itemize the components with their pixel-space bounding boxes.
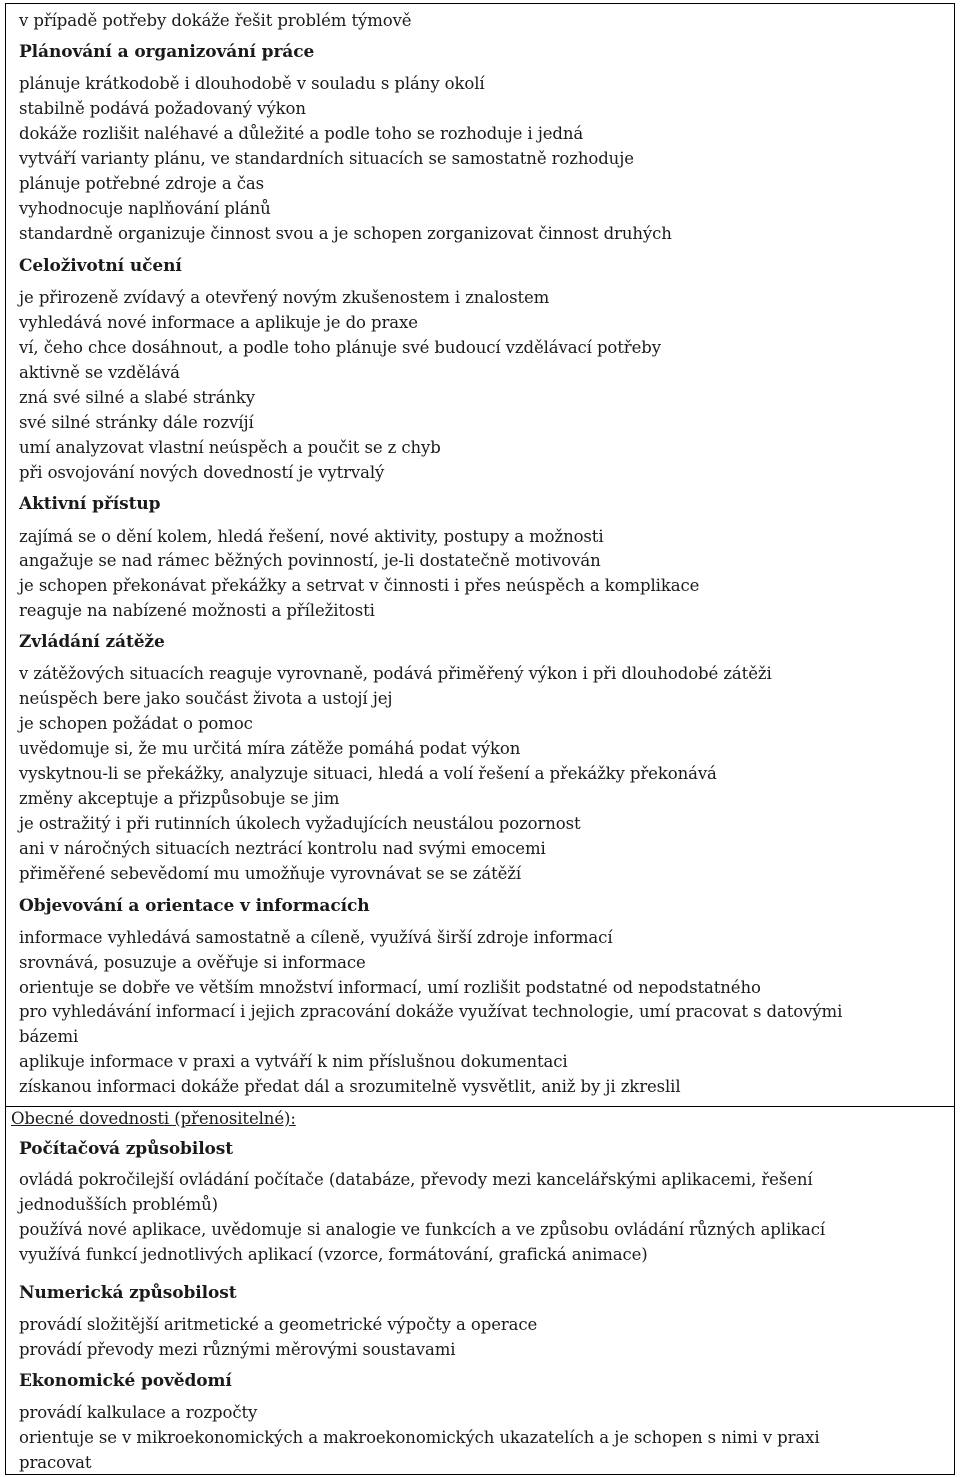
list-item: vyhodnocuje naplňování plánů	[19, 199, 271, 218]
list-item: aktivně se vzdělává	[19, 363, 180, 382]
section-heading-lifelong-learning: Celoživotní učení	[19, 256, 182, 276]
list-item: provádí složitější aritmetické a geometrické výpočty a operace	[19, 1315, 538, 1334]
list-item: srovnává, posuzuje a ověřuje si informace	[19, 953, 366, 972]
list-item: orientuje se dobře ve větším množství informací, umí rozlišit podstatné od nepodstatného	[19, 978, 761, 997]
general-skills-title: Obecné dovednosti (přenositelné):	[11, 1109, 296, 1128]
list-item: plánuje potřebné zdroje a čas	[19, 174, 264, 193]
intro-line: v případě potřeby dokáže řešit problém týmově	[19, 11, 412, 30]
list-item: provádí kalkulace a rozpočty	[19, 1403, 258, 1422]
list-item: využívá funkcí jednotlivých aplikací (vzorce, formátování, grafická animace)	[19, 1245, 648, 1264]
list-item: používá nové aplikace, uvědomuje si analogie ve funkcích a ve způsobu ovládání různých aplikací	[19, 1220, 826, 1239]
list-item: standardně organizuje činnost svou a je schopen zorganizovat činnost druhých	[19, 224, 672, 243]
list-item: provádí převody mezi různými měrovými soustavami	[19, 1340, 456, 1359]
list-item: jednodušších problémů)	[19, 1195, 219, 1214]
list-item: vytváří varianty plánu, ve standardních situacích se samostatně rozhoduje	[19, 149, 634, 168]
list-item: zná své silné a slabé stránky	[19, 388, 255, 407]
list-item: uvědomuje si, že mu určitá míra zátěže pomáhá podat výkon	[19, 739, 521, 758]
section-heading-active-approach: Aktivní přístup	[19, 494, 161, 514]
list-item: je přirozeně zvídavý a otevřený novým zkušenostem i znalostem	[19, 288, 550, 307]
list-item: umí analyzovat vlastní neúspěch a poučit se z chyb	[19, 438, 441, 457]
list-item: reaguje na nabízené možnosti a příležitosti	[19, 601, 375, 620]
list-item: při osvojování nových dovedností je vytrvalý	[19, 463, 385, 482]
section-heading-information: Objevování a orientace v informacích	[19, 896, 370, 916]
list-item: plánuje krátkodobě i dlouhodobě v souladu s plány okolí	[19, 74, 485, 93]
list-item: je ostražitý i při rutinních úkolech vyžadujících neustálou pozornost	[19, 814, 581, 833]
list-item: ví, čeho chce dosáhnout, a podle toho plánuje své budoucí vzdělávací potřeby	[19, 338, 661, 357]
list-item: své silné stránky dále rozvíjí	[19, 413, 254, 432]
section-heading-numeric: Numerická způsobilost	[19, 1283, 237, 1303]
list-item: pro vyhledávání informací i jejich zpracování dokáže využívat technologie, umí pracovat s datovými	[19, 1002, 843, 1021]
list-item: aplikuje informace v praxi a vytváří k nim příslušnou dokumentaci	[19, 1052, 568, 1071]
section-heading-planning: Plánování a organizování práce	[19, 42, 315, 62]
list-item: ani v náročných situacích neztrácí kontrolu nad svými emocemi	[19, 839, 546, 858]
list-item: stabilně podává požadovaný výkon	[19, 99, 306, 118]
list-item: informace vyhledává samostatně a cíleně, využívá širší zdroje informací	[19, 928, 613, 947]
section-heading-economic: Ekonomické povědomí	[19, 1371, 232, 1391]
list-item: ovládá pokročilejší ovládání počítače (databáze, převody mezi kancelářskými aplikacemi, řešení	[19, 1170, 813, 1189]
list-item: přiměřené sebevědomí mu umožňuje vyrovnávat se se zátěží	[19, 864, 522, 883]
list-item: zajímá se o dění kolem, hledá řešení, nové aktivity, postupy a možnosti	[19, 527, 604, 546]
list-item: orientuje se v mikroekonomických a makroekonomických ukazatelích a je schopen s nimi v praxi	[19, 1428, 820, 1447]
list-item: angažuje se nad rámec běžných povinností, je-li dostatečně motivován	[19, 551, 601, 570]
list-item: dokáže rozlišit naléhavé a důležité a podle toho se rozhoduje i jedná	[19, 124, 584, 143]
list-item: pracovat	[19, 1453, 92, 1472]
list-item: je schopen požádat o pomoc	[19, 714, 253, 733]
list-item: získanou informaci dokáže předat dál a srozumitelně vysvětlit, aniž by ji zkreslil	[19, 1077, 681, 1096]
list-item: v zátěžových situacích reaguje vyrovnaně, podává přiměřený výkon i při dlouhodobé zátěži	[19, 664, 772, 683]
list-item: změny akceptuje a přizpůsobuje se jim	[19, 789, 340, 808]
list-item: je schopen překonávat překážky a setrvat v činnosti i přes neúspěch a komplikace	[19, 576, 700, 595]
list-item: vyhledává nové informace a aplikuje je do praxe	[19, 313, 418, 332]
list-item: vyskytnou-li se překážky, analyzuje situaci, hledá a volí řešení a překážky překonává	[19, 764, 717, 783]
list-item: neúspěch bere jako součást života a ustojí jej	[19, 689, 393, 708]
section-divider	[6, 1106, 954, 1107]
list-item: bázemi	[19, 1027, 79, 1046]
section-heading-stress-management: Zvládání zátěže	[19, 632, 165, 652]
section-heading-computer: Počítačová způsobilost	[19, 1139, 234, 1159]
